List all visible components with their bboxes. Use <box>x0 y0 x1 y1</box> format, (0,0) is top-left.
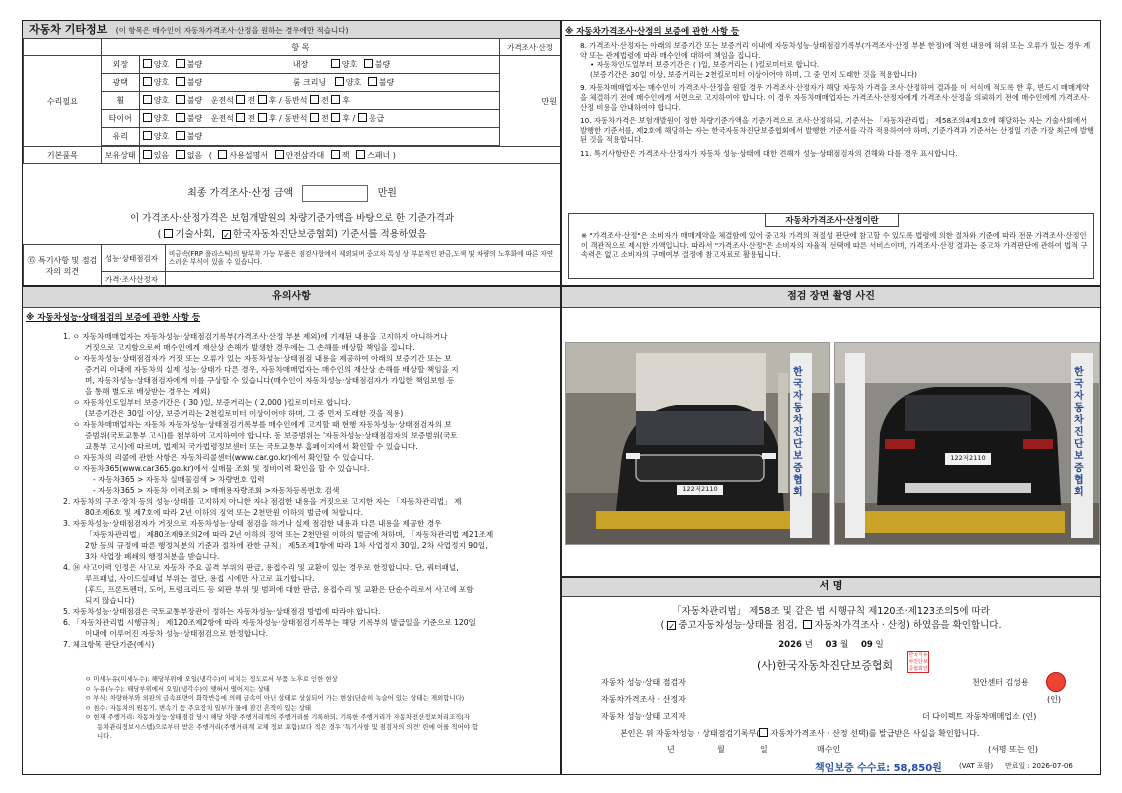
opt-label: 한국자동차진단보증협회 <box>233 229 335 240</box>
special-notes-table <box>23 244 561 286</box>
guarantee-body <box>580 41 1096 159</box>
opt-label: 불량 <box>186 60 203 69</box>
receipt-post: 자동차가격조사 · 산정 선택)를 발급받은 사실을 확인합니다. <box>770 729 980 738</box>
guarantee-item-9: 9. 자동차매매업자는 매수인이 가격조사·산정을 원할 경우 가격조사·산정자가 해당 자동차 가격을 조사·산정하여 결과를 이 서식에 적도록 한 후, 반드시 매매계약을 체결하기 전에 매수인에게 서면으로 고지하여야 합니다. 이 경우 자동차매매업자는 가격조사·산정자에게 가격조사·산정을 의뢰하기 전에 매수인에게 가격조사·산정 비용을 안내하여야 합니다. <box>580 83 1090 112</box>
rear-photo-svg <box>835 343 1099 544</box>
caution-line: 증범위(국토교통부 고시)를 첨부하여 고지하여야 합니다. 동 보증범위는 '자동차성능·상태점검자의 보증범위(국토 <box>85 431 458 440</box>
etc-info-title: 자동차 기타정보 <box>29 23 108 36</box>
etc-info-table <box>23 38 561 164</box>
checkbox-used-car-check[interactable]: ✓ <box>668 622 676 631</box>
fee-expiry: 만료일 : 2026-07-06 <box>1005 762 1073 770</box>
buyer-date-month: 월 <box>717 745 725 754</box>
opt-label: 양호 <box>153 132 170 141</box>
caution-line: ㅇ 부식: 차량하부와 외판의 금속표면이 화학반응에 의해 금속이 아닌 상태로 상실되어 가는 현상(단순히 녹슬어 있는 상태는 제외합니다) <box>85 694 465 702</box>
guarantee-item-10: 10. 자동차가격은 보험개발원이 정한 차량기준가액을 기준가격으로 조사·산정하되, 기준서는 「자동차관리법」 제58조의4제1호에 해당하는 자는 기술사회에서 발행한 기준서를, 제2호에 해당하는 자는 한국자동차진단보증협회에서 발행한 기준서를 각각 적용하여야 하며, 기준가격과 기준서는 산정일 기준 가장 최근에 발행된 것을 적용합니다. <box>580 116 1094 145</box>
checkbox[interactable] <box>275 150 284 159</box>
row-glass-opts <box>139 128 499 146</box>
caution-line: 4. ⑭ 사고이력 인정은 사고로 자동차 주요 골격 부위의 판금, 용접수리 및 교환이 있는 경우로 한정합니다. 단, 쿼터패널, <box>63 563 459 572</box>
org-seal: 한국자동차진단보증협회인 <box>908 652 928 672</box>
caution-line: - 자동차365 > 자동차 실매물검색 > 차량번호 입력 <box>93 475 265 484</box>
checkbox[interactable] <box>176 113 185 122</box>
checkbox[interactable] <box>143 113 152 122</box>
final-price-row <box>23 184 561 202</box>
etc-info-section <box>22 20 561 286</box>
opt-label: 양호 <box>345 78 362 87</box>
guarantee-title: ※ 자동차가격조사·산정의 보증에 관한 사항 등 <box>565 27 740 37</box>
caution-line: 5. 자동차성능·상태점검은 국토교통부장관이 정하는 자동차성능·상태점검 방법에 따라야 합니다. <box>63 607 381 616</box>
guarantee-item-8: 8. 가격조사·산정자는 아래의 보증기간 또는 보증거리 이내에 자동차성능·상태점검기록부(가격조사·산정 부분 한정)에 적힌 내용에 허위 또는 오류가 있는 경우 계약 또는 관계법령에 따라 매수인에 대하여 책임을 집니다. <box>580 41 1091 60</box>
caution-line: 루프패널, 사이드실패널 부위는 절단, 용접 시에만 사고로 표기합니다. <box>85 574 315 583</box>
row-glass: 유리 <box>101 128 139 146</box>
repair-label: 수리필요 <box>24 56 102 147</box>
front-pillar-text: 한국자동차진단보증협회 <box>793 367 803 498</box>
inspection-photo-front <box>565 342 830 545</box>
checkbox[interactable] <box>331 59 340 68</box>
final-price-unit: 만원 <box>377 188 397 199</box>
checkbox[interactable] <box>335 77 344 86</box>
caution-line: ㅇ 자동차인도일부터 보증기간은 ( 30 )일, 보증거리는 ( 2,000 )킬로미터로 합니다. <box>73 398 351 407</box>
opt-label: 운전석 <box>210 96 234 105</box>
caution-line: (보증기간은 30일 이상, 보증거리는 2천킬로미터 이상이어야 하며, 그 중 먼저 도래한 것을 적용) <box>85 409 404 418</box>
opt-label: 불량 <box>378 78 395 87</box>
checkbox[interactable] <box>310 113 319 122</box>
price-checker-text[interactable] <box>165 272 560 287</box>
caution-line: 이내에 이루어진 자동차 성능·상태점검으로 한정합니다. <box>85 629 269 638</box>
checkbox-price-check[interactable] <box>803 620 812 629</box>
row-wheel: 휠 <box>101 92 139 110</box>
photo-header: 점검 장면 촬영 사진 <box>562 287 1100 308</box>
date-month-unit: 월 <box>840 640 849 650</box>
opt-label: 불량 <box>374 60 391 69</box>
row-exterior-opts <box>139 56 499 74</box>
opt-label: 후 / 동반석 <box>268 96 308 105</box>
guarantee-item-8-sub1: • 자동차인도일부터 보증기간은 ( )일, 보증거리는 ( )킬로미터로 합니다. <box>590 60 820 70</box>
etc-info-header <box>23 21 560 39</box>
price-checker-seal: (인) <box>1047 695 1061 704</box>
rear-plate: 122저2110 <box>950 454 986 462</box>
checkbox[interactable] <box>331 113 340 122</box>
checkbox-receipt-price[interactable] <box>759 728 768 737</box>
opt-label: 중고자동차성능·상태를 점검, <box>678 620 798 631</box>
row-wheel-opts <box>139 92 499 110</box>
basic-items-opts <box>139 147 560 164</box>
checkbox-association[interactable]: ✓ <box>223 231 230 240</box>
opt-label: 불량 <box>186 114 203 123</box>
photo-section <box>561 286 1101 577</box>
opt-label: 후 <box>342 114 351 123</box>
caution-line: 2항 등의 규정에 따른 행정처분의 기준과 절차에 관한 규칙」 제5조제1항에 따라 1차 사업정지 30일, 2차 사업정지 90일, <box>85 541 488 550</box>
opt-label: 양호 <box>341 60 358 69</box>
opt-label: 후 <box>342 96 351 105</box>
opt-label: 응급 <box>368 114 385 123</box>
opt-label: 후 / 동반석 <box>268 114 308 123</box>
checkbox[interactable] <box>358 113 367 122</box>
signature-header: 서 명 <box>562 578 1100 597</box>
special-notes-label: ⑮ 특기사항 및 점검자의 의견 <box>24 245 102 287</box>
caution-line: (후드, 프론트펜더, 도어, 트렁크리드 등 외판 부위 및 범퍼에 대한 판금, 용접수리 및 교환은 단순수리로서 사고에 포함 <box>85 585 474 594</box>
caution-line: 동차관리정보시스템)으로부터 받은 주행거리(주행거리계 교체 정보 포함)보다 적은 경우 '특기사항 및 점검자의 의견' 란에 이를 적어야 합 <box>97 722 478 731</box>
checkbox[interactable] <box>176 131 185 140</box>
checkbox[interactable] <box>331 95 340 104</box>
caution-list <box>63 331 559 650</box>
definition-text: ※ "가격조사·산정"은 소비자가 매매계약을 체결함에 있어 중고차 가격의 적절성 판단에 참고할 수 있도록 법령에 의한 절차와 기준에 따라 전문 가격조사·산정인이 객관적으로 제시한 가액입니다. 따라서 "가격조사·산정"은 소비자의 자율적 선택에 따른 서비스이며, 가격조사·산정 결과는 중고차 가격판단에 관하여 법적 구속력은 없고 소비자의 구매여부 결정에 참고자료로 활용됩니다. <box>581 231 1088 260</box>
date-year-unit: 년 <box>804 640 813 650</box>
standard-line-1: 이 가격조사·산정가격은 보험개발원의 차량기준가액을 바탕으로 한 기준가격과 <box>130 213 454 224</box>
basic-items-label: 기본품목 <box>24 147 102 164</box>
opt-label: 불량 <box>186 96 203 105</box>
front-photo-svg <box>566 343 829 544</box>
col-header-price: 가격조사·산정 <box>500 39 561 56</box>
caution-line: ㅇ 현재 주행거리: 자동차성능·상태점검 당시 해당 차량 주행거리계의 주행거리를 기록하되, 기록한 주행거리가 자동차전산정보처리조직(자 <box>85 713 470 721</box>
checkbox[interactable] <box>143 77 152 86</box>
checkbox[interactable] <box>176 77 185 86</box>
opt-label: 전 <box>321 114 329 123</box>
caution-line: 2. 자동차의 구조·장치 등의 성능·상태를 고지하지 아니한 자나 점검한 내용을 거짓으로 고지한 자는 「자동차관리법」 제 <box>63 497 462 506</box>
paren: ( <box>157 229 162 240</box>
checkbox[interactable] <box>368 77 377 86</box>
opt-label: 전 <box>247 96 256 105</box>
opt-label: 불량 <box>186 132 203 141</box>
inspection-photo-rear <box>834 342 1100 545</box>
checkbox[interactable] <box>236 95 245 104</box>
signature-org: (사)한국자동차진단보증협회 <box>757 659 894 672</box>
final-price-input[interactable] <box>302 185 368 202</box>
checker-seal <box>1046 672 1066 692</box>
guarantee-section <box>561 20 1101 286</box>
buyer-label: 매수인 <box>817 745 841 754</box>
checkbox[interactable] <box>364 59 373 68</box>
paren: ( <box>660 620 665 631</box>
checkbox[interactable] <box>310 95 319 104</box>
caution-line: ㅇ 자동차의 리콜에 관한 사항은 자동차리콜센터(www.car.go.kr)에서 확인할 수 있습니다. <box>73 453 374 462</box>
checker-label: 자동차 성능·상태 점검자 <box>601 678 686 687</box>
fee-vat: (VAT 포함) <box>959 762 994 770</box>
definition-box <box>568 213 1094 279</box>
buyer-date-year: 년 <box>667 745 675 754</box>
checkbox[interactable] <box>176 59 185 68</box>
caution-line: - 자동차365 > 자동차 이력조회 > 매매용자량조회 >자동차등록번호 검색 <box>93 486 340 495</box>
opt-label: 기술사회, <box>175 229 216 240</box>
opt-label: 스패너 <box>367 150 391 160</box>
opt-label: 없음 <box>186 150 203 160</box>
guarantee-item-11: 11. 특기사항란은 가격조사·산정자가 자동차 성능·상태에 대한 견해가 성능·상태점검자의 견해와 다를 경우 표시합니다. <box>580 148 958 158</box>
final-price-label: 최종 가격조사·산정 금액 <box>187 188 294 199</box>
possession-label: 보유상태 <box>101 147 139 164</box>
front-plate: 122저2110 <box>682 485 718 493</box>
opt-label: 불량 <box>186 78 203 87</box>
col-header-item: 항 목 <box>101 39 499 56</box>
caution-line: ㅇ 자동차365(www.car365.go.kr)에서 실매물 조회 및 정비이력 확인을 할 수 있습니다. <box>73 464 370 473</box>
caution-line: 증거리 이내에 자동차의 실제 성능·상태가 다른 경우, 자동차매매업자는 매수인의 재산상 손해를 배상할 책임을 지 <box>85 365 459 374</box>
perf-checker-text: 비금속(FRP 플라스틱)의 탈부착 가능 부품은 점검사항에서 제외되며 중고차 특성 상 부분적인 판금,도색 및 차량의 노후화에 따른 자연스러운 부식이 있을 수 있습니다. <box>165 245 560 272</box>
notifier-name: 더 다이렉트 자동차매매업소 (인) <box>922 712 1037 721</box>
price-checker-label: 가격·조사산정자 <box>101 272 165 287</box>
caution-header: 유의사항 <box>23 287 560 308</box>
opt-label: 전 <box>321 96 329 105</box>
signature-date <box>562 638 1100 650</box>
opt-label: 양호 <box>153 96 170 105</box>
receipt-line <box>620 728 979 739</box>
opt-label: 안전삼각대 <box>285 150 325 160</box>
checkbox[interactable] <box>143 95 152 104</box>
checkbox[interactable] <box>143 150 152 159</box>
receipt-pre: 본인은 위 자동차성능 · 상태점검기록부( <box>620 729 760 738</box>
checkbox[interactable] <box>143 59 152 68</box>
checkbox[interactable] <box>331 150 340 159</box>
opt-label: 전 <box>247 114 256 123</box>
fee-label: 책임보증 수수료: 58,850원 <box>815 763 942 774</box>
caution-line: ㅇ 누유(누수): 해당부위에서 오일(냉각수)이 맺혀서 떨어지는 상태 <box>85 684 270 693</box>
etc-info-note: (이 항목은 매수인이 자동차가격조사·산정을 원하는 경우에만 적습니다) <box>115 26 349 35</box>
opt-label: 있음 <box>153 150 170 160</box>
checkbox[interactable] <box>176 150 185 159</box>
caution-line: 1. ㅇ 자동차매매업자는 자동차성능·상태점검기록부(가격조사·산정 부분 제외)에 기재된 내용을 고지하지 아니하거나 <box>63 332 448 341</box>
date-month: 03 <box>825 640 838 650</box>
row-exterior: 외장 <box>101 56 139 74</box>
opt-label: ) <box>392 150 396 160</box>
checkbox[interactable] <box>236 113 245 122</box>
opt-label: 양호 <box>153 60 170 69</box>
caution-line: ㅇ 침수: 자동차의 원동기, 변속기 등 주요장치 일부가 물에 잠긴 흔적이 있는 상태 <box>85 703 312 712</box>
caution-line: 3차 사업장 폐쇄의 행정처분을 받습니다. <box>85 552 220 561</box>
caution-line: 교통부 고시)에 따르며, 법제처 국가법령정보센터 또는 국토교통부 홈페이지에서 확인할 수 있습니다. <box>85 442 418 451</box>
buyer-date-day: 일 <box>760 745 768 754</box>
caution-line: ㅇ 자동차매매업자는 자동차 자동차성능·상태점검기록부를 매수인에게 고지할 때 현행 자동차성능·상태점검자의 보 <box>73 420 452 429</box>
opt-label: ( <box>208 150 212 160</box>
checkbox[interactable] <box>258 95 267 104</box>
caution-line: 3. 자동차성능·상태점검자가 거짓으로 자동차성능·상태 점검을 하거나 실제 점검한 내용과 다른 내용을 제공한 경우 <box>63 519 442 528</box>
checkbox[interactable] <box>176 95 185 104</box>
checker-name: 천안센터 김성용 <box>972 678 1029 687</box>
caution-line: 거짓으로 고지함으로써 매수인에게 재산상 손해가 발생한 경우에는 그 손해를 배상할 책임을 집니다. <box>85 343 415 352</box>
signature-section <box>561 577 1101 775</box>
opt-label: 자동차가격조사 · 산정) 하였음을 확인합니다. <box>814 620 1002 631</box>
opt-label: 사용설명서 <box>229 150 269 160</box>
caution-line: 을 통해 별도로 배상받는 경우는 제외) <box>85 387 211 396</box>
price-checker-sign-label: 자동차가격조사 · 산정자 <box>601 695 686 704</box>
checkbox[interactable] <box>143 131 152 140</box>
caution-subtitle: ※ 자동차성능·상태점검의 보증에 관한 사항 등 <box>26 313 201 323</box>
signature-law-line: 「자동차관리법」 제58조 및 같은 법 시행규칙 제120조·제123조의5에 따라 <box>672 606 990 617</box>
checkbox-engineer-society[interactable] <box>164 229 173 238</box>
standard-line-2 <box>23 226 561 240</box>
definition-title: 자동차가격조사·산정이란 <box>765 213 899 227</box>
caution-section <box>22 286 561 775</box>
checkbox[interactable] <box>258 113 267 122</box>
caution-line: ㅇ 미세누유(미세누수): 해당부위에 오일(냉각수)이 비치는 정도로서 부품 노후로 인한 현상 <box>85 675 338 683</box>
row-tire: 타이어 <box>101 110 139 128</box>
checkbox[interactable] <box>356 150 365 159</box>
caution-line: ㅇ 자동차성능·상태점검자가 거짓 또는 오류가 있는 자동차성능·상태점검 내용을 제공하여 아래의 보증기간 또는 보 <box>73 354 452 363</box>
opt-label: ) 기준서를 적용하였음 <box>334 229 427 240</box>
caution-line: 「자동차관리법」 제80조제9조의2에 따라 2년 이하의 징역 또는 2천만원 이하의 벌금에 처하며, 「자동차관리법 제21조제 <box>85 530 494 539</box>
caution-line: 니다. <box>97 732 112 740</box>
opt-label: 운전석 <box>210 114 234 123</box>
rear-pillar-text: 한국자동차진단보증협회 <box>1074 367 1084 498</box>
row-gloss: 광택 <box>101 74 139 92</box>
opt-label: 양호 <box>153 78 170 87</box>
row-tire-opts: 양호 불량 운전석 전 후 / 동반석 전 후 / 응급 <box>139 110 499 128</box>
caution-line: 80조제6호 및 제7호에 따라 2년 이하의 징역 또는 2천만원 이하의 벌금에 처합니다. <box>85 508 364 517</box>
perf-checker-label: 성능·상태점검자 <box>101 245 165 272</box>
caution-line: 6. 「자동차관리법 시행규칙」 제120조제2항에 따라 자동차성능·상태점검기록부는 해당 기록부의 발급일을 기준으로 120일 <box>63 618 476 627</box>
caution-line: 7. 체크항목 판단기준(예시) <box>63 640 155 649</box>
checkbox[interactable] <box>218 150 227 159</box>
opt-label: 잭 <box>341 150 350 160</box>
notifier-label: 자동차 성능·상태 고지자 <box>601 712 686 721</box>
row-gloss-opts <box>139 74 499 92</box>
caution-criteria-list <box>75 675 559 742</box>
row-interior: 내장 <box>292 60 309 69</box>
date-day-unit: 일 <box>875 640 884 650</box>
signature-confirm-line <box>562 617 1100 631</box>
opt-label: 양호 <box>153 114 170 123</box>
date-day: 09 <box>861 640 873 650</box>
buyer-sign: (서명 또는 인) <box>988 745 1038 754</box>
guarantee-item-8-sub2: (보증기간은 30일 이상, 보증거리는 2천킬로미터 이상이어야 하며, 그 중 먼저 도래한 것을 적용합니다) <box>590 69 917 79</box>
date-year: 2026 <box>778 640 802 650</box>
price-value: 만원 <box>500 56 561 147</box>
caution-line: 며, 자동차성능·상태점검자에게 이를 구상할 수 있습니다(매수인이 자동차성능·상태점검자가 가입한 책임보험 등 <box>85 376 455 385</box>
row-room-clean: 룸 크리닝 <box>292 78 327 87</box>
caution-line: 되지 않습니다) <box>85 596 135 605</box>
